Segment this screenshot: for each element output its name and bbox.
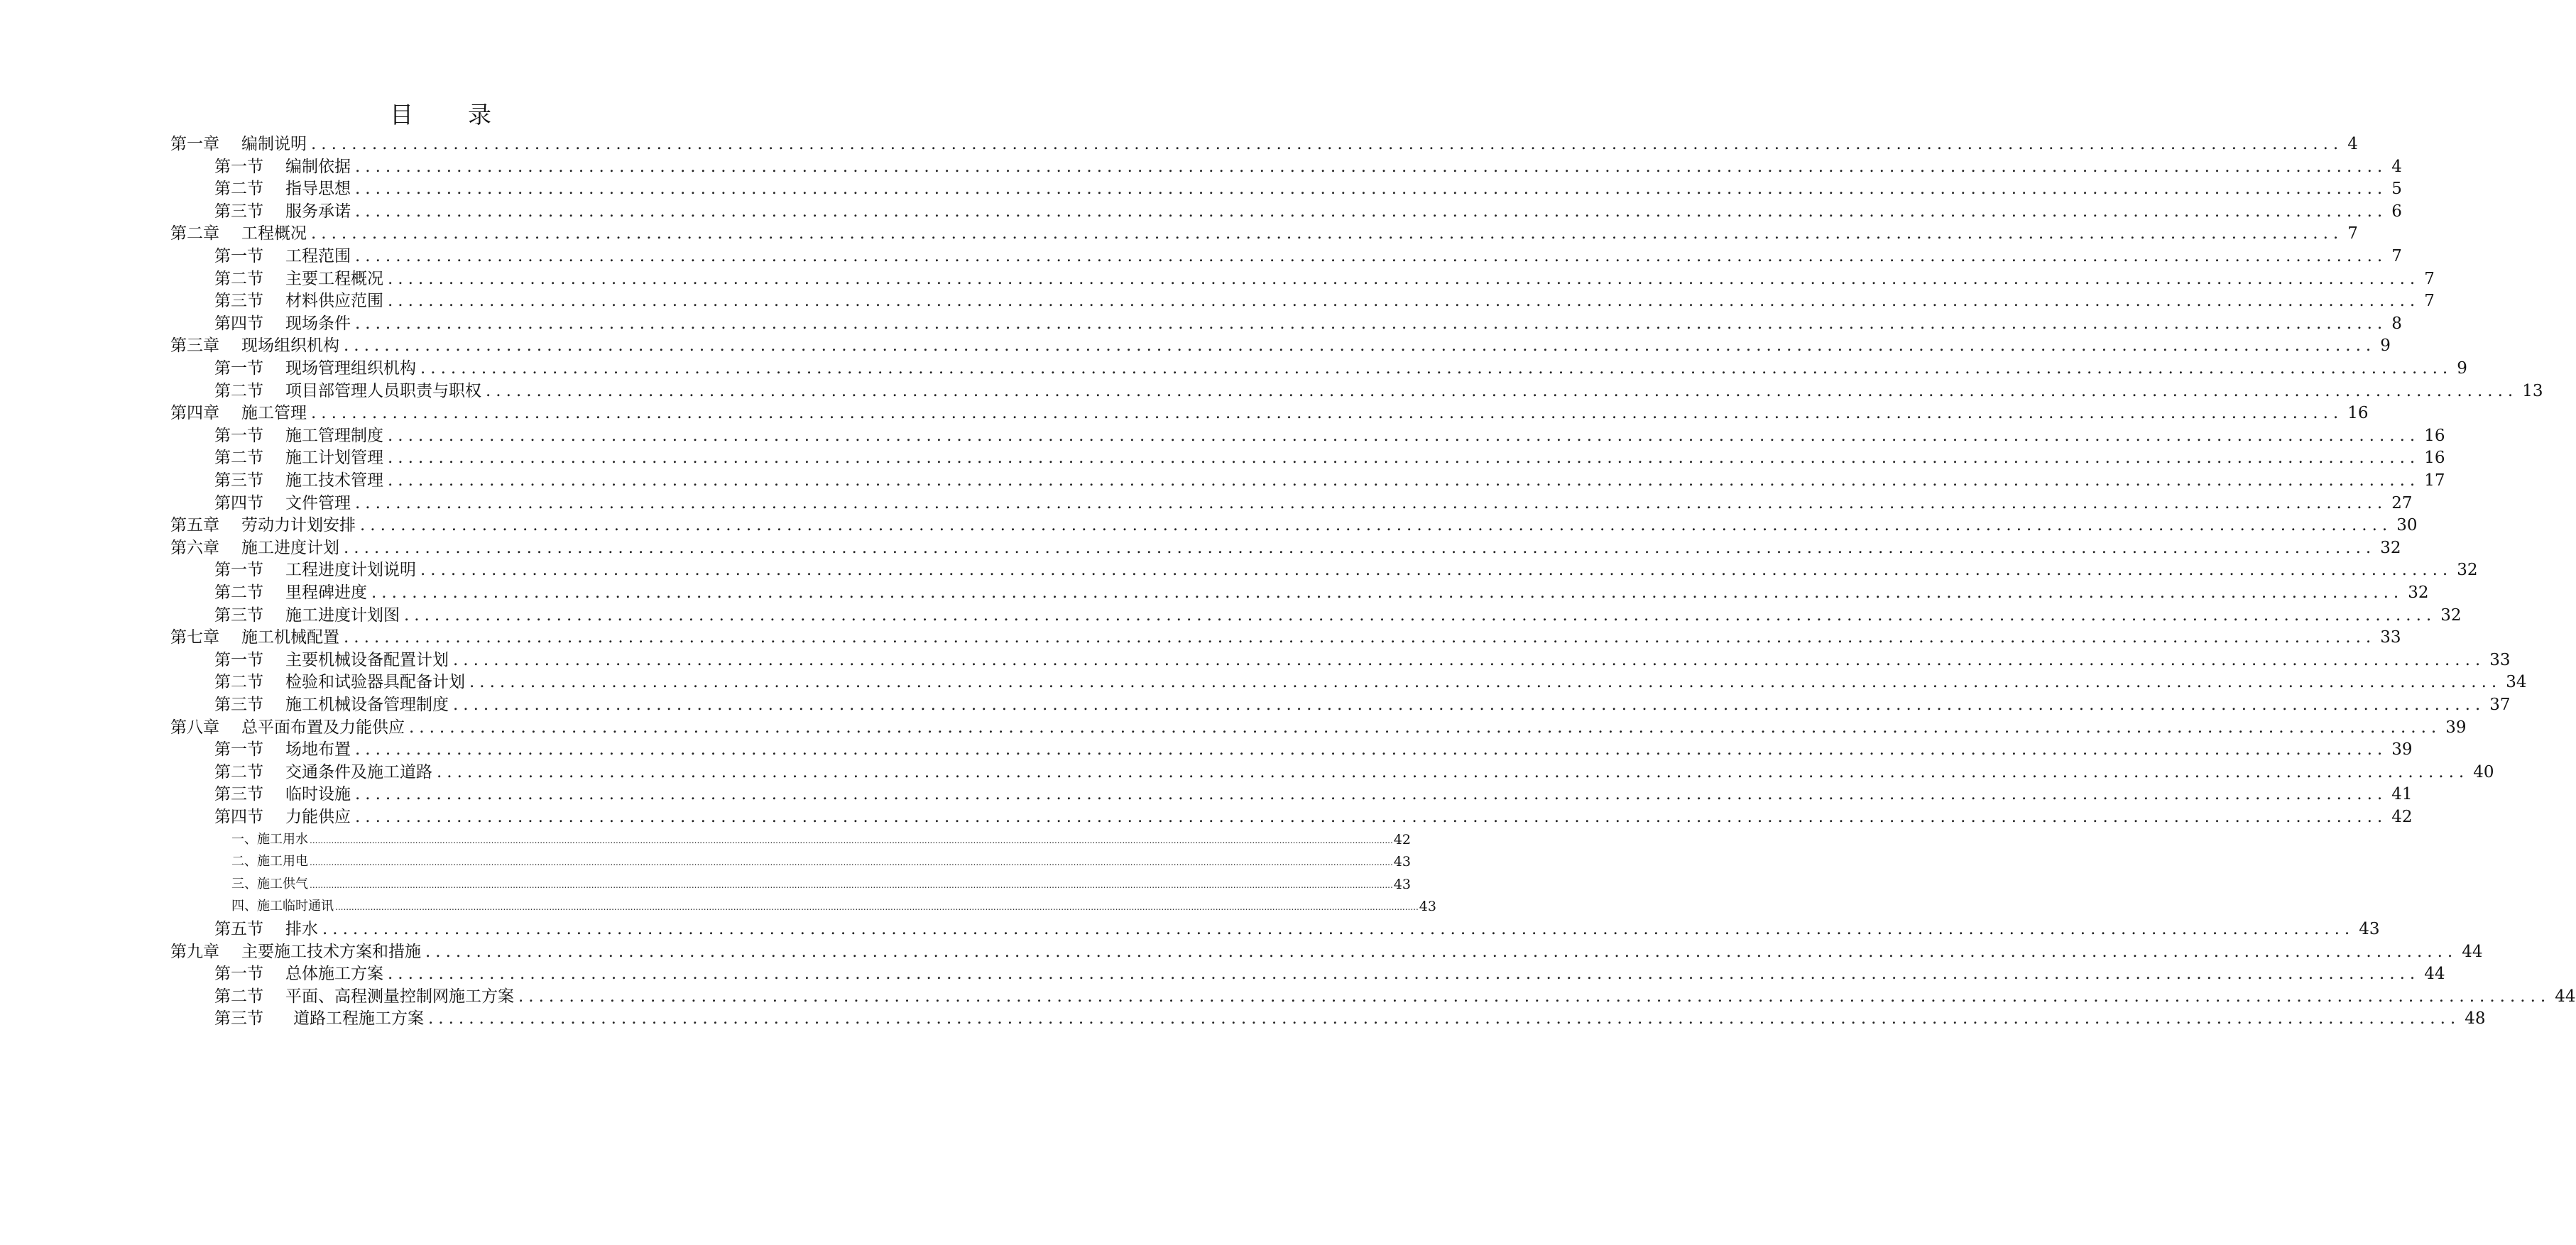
toc-page-number: 27 — [2391, 493, 2413, 512]
toc-leader-dots: ........................................................................................................................................................................................................ — [355, 180, 2388, 199]
toc-section-entry[interactable] — [214, 557, 2478, 580]
toc-subsection-entry[interactable] — [231, 894, 1436, 916]
toc-chapter-entry[interactable] — [170, 221, 2358, 243]
toc-leader-dots: ........................................................................................................................................................................................................ — [518, 987, 2551, 1006]
toc-section-entry[interactable] — [214, 154, 2402, 177]
toc-entry-heading — [170, 718, 405, 737]
toc-page-number: 9 — [2457, 359, 2467, 378]
toc-page-number: 16 — [2347, 404, 2369, 423]
toc-leader-dots: ........................................................................................................................................................................................................ — [355, 740, 2388, 759]
toc-section-entry[interactable] — [214, 266, 2435, 289]
toc-section-entry[interactable] — [214, 916, 2380, 939]
toc-entry-number: 第二节 — [214, 762, 263, 781]
toc-leader-dots: ........................................................................................................................................................................................................ — [344, 538, 2376, 557]
toc-section-entry[interactable] — [214, 445, 2445, 468]
toc-entry-title: 指导思想 — [285, 180, 351, 199]
toc-entry-title: 工程范围 — [285, 247, 351, 265]
toc-page-number: 7 — [2391, 247, 2402, 265]
toc-page-number: 7 — [2424, 292, 2435, 311]
toc-entry-heading — [214, 179, 351, 199]
toc-leader-dots: ........................................................................................................................................................................................................ — [355, 785, 2388, 804]
toc-page-number: 7 — [2347, 224, 2358, 243]
toc-page-number: 43 — [1393, 876, 1411, 892]
toc-entry-heading — [214, 583, 367, 603]
toc-section-entry[interactable] — [214, 692, 2511, 715]
toc-entry-title: 道路工程施工方案 — [293, 1009, 424, 1029]
toc-entry-number: 第四节 — [214, 493, 263, 512]
toc-subsection-entry[interactable] — [231, 827, 1411, 850]
toc-entry-heading — [170, 134, 307, 154]
toc-section-entry[interactable] — [214, 580, 2429, 603]
toc-leader-dots: ........................................................................................................................................................................................................ — [371, 583, 2404, 602]
toc-chapter-entry[interactable] — [170, 625, 2401, 647]
toc-page-number: 32 — [2457, 561, 2478, 580]
toc-chapter-entry[interactable] — [170, 535, 2401, 558]
toc-page-number: 30 — [2396, 516, 2418, 535]
toc-page-number: 4 — [2391, 157, 2402, 176]
toc-entry-heading — [214, 650, 449, 670]
toc-entry-title: 施工机械设备管理制度 — [285, 696, 449, 714]
toc-entry-title: 施工进度计划图 — [285, 605, 400, 625]
toc-entry-title: 总平面布置及力能供应 — [241, 718, 405, 737]
toc-page-number: 32 — [2380, 538, 2401, 557]
toc-chapter-entry[interactable] — [170, 400, 2369, 423]
toc-entry-number: 第二节 — [214, 583, 263, 602]
toc-entry-number: 第三节 — [214, 292, 263, 311]
toc-entry-number: 第二节 — [214, 673, 263, 692]
toc-entry-title: 编制依据 — [285, 157, 351, 176]
toc-leader-dots: ........................................................................................................................................................................................................ — [344, 336, 2376, 356]
toc-entry-number: 第五章 — [170, 516, 219, 535]
toc-entry-heading — [214, 269, 383, 289]
toc-entry-heading — [214, 919, 318, 939]
toc-leader-dots: ........................................................................................................................................................................................................ — [420, 561, 2453, 580]
toc-entry-title: 工程概况 — [241, 224, 307, 243]
toc-entry-number: 第二节 — [214, 180, 263, 199]
toc-page-number: 5 — [2391, 180, 2402, 199]
toc-leader-dots: ................................................................................................................................................................................................................................................................................................................................................................................................................ — [335, 902, 1419, 913]
toc-entry-heading — [214, 246, 351, 266]
toc-entry-number: 第二节 — [214, 269, 263, 288]
toc-leader-dots: ........................................................................................................................................................................................................ — [360, 516, 2393, 535]
toc-section-entry[interactable] — [214, 603, 2462, 625]
toc-entry-number: 第一节 — [214, 650, 263, 669]
toc-leader-dots: ........................................................................................................................................................................................................ — [469, 673, 2502, 692]
toc-entry-heading — [214, 426, 383, 446]
toc-leader-dots: ........................................................................................................................................................................................................ — [404, 605, 2437, 625]
toc-entry-title: 现场条件 — [285, 314, 351, 333]
toc-page-number: 17 — [2424, 471, 2445, 490]
toc-entry-heading — [214, 784, 351, 804]
toc-page-number: 43 — [1393, 854, 1411, 870]
toc-entry-title: 施工管理 — [241, 404, 307, 423]
toc-entry-number: 第九章 — [170, 942, 219, 961]
toc-entry-title: 主要施工技术方案和措施 — [241, 942, 421, 961]
toc-leader-dots: ........................................................................................................................................................................................................ — [388, 269, 2421, 288]
toc-section-entry[interactable] — [214, 199, 2402, 221]
toc-leader-dots: ........................................................................................................................................................................................................ — [355, 157, 2388, 176]
toc-entry-heading — [214, 672, 465, 692]
toc-entry-number: 第三节 — [214, 605, 263, 625]
toc-page-number: 40 — [2473, 762, 2494, 781]
toc-entry-title: 场地布置 — [285, 740, 351, 759]
toc-entry-heading — [214, 1009, 424, 1029]
toc-page-number: 34 — [2506, 673, 2527, 692]
toc-leader-dots: ........................................................................................................................................................................................................ — [388, 965, 2421, 984]
toc-entry-title: 施工管理制度 — [285, 426, 383, 445]
toc-entry-number: 第一节 — [214, 561, 263, 580]
toc-entry-number: 第一节 — [214, 426, 263, 445]
toc-chapter-entry[interactable] — [170, 715, 2467, 737]
toc-entry-title: 施工计划管理 — [285, 449, 383, 468]
toc-leader-dots: ........................................................................................................................................................................................................ — [425, 942, 2458, 961]
toc-entry-heading — [170, 627, 339, 647]
toc-entry-title: 力能供应 — [285, 808, 351, 826]
toc-entry-number: 第三节 — [214, 202, 263, 221]
toc-leader-dots: ........................................................................................................................................................................................................ — [409, 718, 2442, 737]
toc-entry-number: 第四章 — [170, 404, 219, 423]
toc-section-entry[interactable] — [214, 243, 2402, 266]
toc-entry-heading — [214, 762, 432, 782]
toc-entry-number: 第二节 — [214, 449, 263, 468]
toc-entry-title: 临时设施 — [285, 785, 351, 804]
toc-leader-dots: ........................................................................................................................................................................................................ — [388, 426, 2421, 445]
toc-page-number: 37 — [2489, 696, 2511, 714]
toc-leader-dots: ........................................................................................................................................................................................................ — [437, 762, 2469, 781]
toc-leader-dots: ........................................................................................................................................................................................................ — [322, 920, 2355, 938]
toc-page-number: 42 — [1393, 831, 1411, 848]
toc-leader-dots: ........................................................................................................................................................................................................ — [388, 292, 2421, 311]
toc-entry-number: 第一章 — [170, 135, 219, 153]
toc-entry-title: 材料供应范围 — [285, 292, 383, 311]
toc-page-number: 48 — [2465, 1009, 2486, 1029]
toc-entry-heading — [231, 852, 308, 872]
toc-chapter-entry[interactable] — [170, 333, 2391, 356]
toc-section-entry[interactable] — [214, 759, 2494, 782]
toc-entry-title: 主要机械设备配置计划 — [285, 650, 449, 669]
toc-subsection-entry[interactable] — [231, 849, 1411, 872]
toc-entry-title: 服务承诺 — [285, 202, 351, 221]
toc-entry-number: 第二节 — [214, 987, 263, 1006]
toc-leader-dots: ................................................................................................................................................................................................................................................................................................................................................................................................................ — [310, 879, 1393, 890]
toc-entry-heading — [214, 740, 351, 759]
toc-entry-title: 项目部管理人员职责与职权 — [285, 381, 481, 400]
toc-section-entry[interactable] — [214, 176, 2402, 199]
toc-entry-number: 第一节 — [214, 157, 263, 176]
toc-leader-dots: ........................................................................................................................................................................................................ — [355, 493, 2388, 512]
toc-entry-heading — [214, 695, 449, 715]
toc-leader-dots: ........................................................................................................................................................................................................ — [344, 628, 2376, 647]
toc-page-number: 33 — [2380, 628, 2401, 647]
toc-title: 目 录 — [390, 101, 507, 128]
toc-page-number: 16 — [2424, 426, 2445, 445]
toc-entry-heading — [214, 314, 351, 334]
toc-entry-title: 三、施工供气 — [231, 876, 308, 892]
toc-page-number: 42 — [2391, 808, 2413, 826]
toc-chapter-entry[interactable] — [170, 131, 2358, 154]
toc-entry-heading — [214, 157, 351, 177]
toc-entry-heading — [214, 291, 383, 311]
toc-entry-heading — [214, 493, 351, 513]
toc-leader-dots: ........................................................................................................................................................................................................ — [355, 808, 2388, 826]
toc-entry-title: 检验和试验器具配备计划 — [285, 673, 465, 692]
toc-entry-title: 平面、高程测量控制网施工方案 — [285, 987, 514, 1006]
toc-entry-title: 施工机械配置 — [241, 628, 339, 647]
toc-section-entry[interactable] — [214, 1006, 2486, 1029]
toc-section-entry[interactable] — [214, 647, 2511, 670]
toc-entry-title: 现场组织机构 — [241, 336, 339, 356]
toc-page-number: 41 — [2391, 785, 2413, 804]
toc-entry-number: 第四节 — [214, 808, 263, 826]
toc-leader-dots: ........................................................................................................................................................................................................ — [453, 696, 2486, 714]
toc-page-number: 32 — [2408, 583, 2429, 602]
toc-entry-heading — [231, 874, 308, 894]
toc-entry-heading — [231, 830, 308, 850]
toc-entry-number: 第四节 — [214, 314, 263, 333]
toc-section-entry[interactable] — [214, 961, 2445, 984]
toc-entry-title: 一、施工用水 — [231, 831, 308, 847]
toc-leader-dots: ........................................................................................................................................................................................................ — [311, 224, 2344, 243]
toc-entry-heading — [170, 336, 339, 356]
toc-entry-heading — [214, 807, 351, 827]
toc-leader-dots: ........................................................................................................................................................................................................ — [420, 359, 2453, 378]
toc-page-number: 39 — [2445, 718, 2467, 737]
toc-leader-dots: ........................................................................................................................................................................................................ — [388, 449, 2421, 468]
toc-entry-number: 第三章 — [170, 336, 219, 356]
toc-entry-title: 排水 — [285, 920, 318, 938]
toc-entry-number: 第六章 — [170, 538, 219, 557]
toc-page-number: 16 — [2424, 449, 2445, 468]
toc-entry-number: 第八章 — [170, 718, 219, 737]
toc-entry-heading — [214, 358, 416, 378]
toc-entry-number: 第二节 — [214, 381, 263, 400]
toc-entry-title: 施工进度计划 — [241, 538, 339, 557]
toc-page-number: 39 — [2391, 740, 2413, 759]
toc-entry-title: 编制说明 — [241, 135, 307, 153]
toc-section-entry[interactable] — [214, 781, 2413, 804]
toc-subsection-entry[interactable] — [231, 872, 1411, 894]
toc-page-number: 6 — [2391, 202, 2402, 221]
toc-entry-number: 第二章 — [170, 224, 219, 243]
toc-entry-heading — [214, 560, 416, 580]
toc-page-number: 8 — [2391, 314, 2402, 333]
toc-entry-number: 第一节 — [214, 359, 263, 378]
toc-page-number: 43 — [2359, 920, 2380, 938]
toc-page-number: 44 — [2462, 942, 2483, 961]
toc-entry-number: 第三节 — [214, 696, 263, 714]
toc-leader-dots: ........................................................................................................................................................................................................ — [355, 202, 2388, 221]
toc-entry-heading — [214, 987, 514, 1007]
toc-entry-number: 第三节 — [214, 471, 263, 490]
toc-page-number: 9 — [2380, 336, 2391, 356]
toc-leader-dots: ........................................................................................................................................................................................................ — [355, 314, 2388, 333]
toc-entry-title: 劳动力计划安排 — [241, 516, 356, 535]
toc-entry-title: 施工技术管理 — [285, 471, 383, 490]
toc-entry-title: 工程进度计划说明 — [285, 561, 416, 580]
toc-entry-heading — [170, 224, 307, 243]
toc-entry-heading — [214, 964, 383, 984]
toc-page-number: 32 — [2440, 605, 2462, 625]
toc-entry-number: 第一节 — [214, 247, 263, 265]
toc-entry-heading — [170, 942, 421, 962]
toc-section-entry[interactable] — [214, 311, 2402, 334]
toc-leader-dots: ........................................................................................................................................................................................................ — [355, 247, 2388, 265]
toc-section-entry[interactable] — [214, 423, 2445, 446]
toc-leader-dots: ................................................................................................................................................................................................................................................................................................................................................................................................................ — [310, 835, 1393, 845]
toc-entry-heading — [214, 471, 383, 490]
toc-entry-title: 现场管理组织机构 — [285, 359, 416, 378]
toc-entry-title: 主要工程概况 — [285, 269, 383, 288]
toc-entry-title: 四、施工临时通讯 — [231, 899, 334, 914]
toc-entry-title: 文件管理 — [285, 493, 351, 512]
toc-entry-heading — [214, 448, 383, 468]
toc-entry-number: 第五节 — [214, 920, 263, 938]
toc-entry-number: 第一节 — [214, 740, 263, 759]
toc-entry-title: 交通条件及施工道路 — [285, 762, 432, 781]
toc-chapter-entry[interactable] — [170, 512, 2418, 535]
toc-section-entry[interactable] — [214, 378, 2543, 401]
toc-leader-dots: ................................................................................................................................................................................................................................................................................................................................................................................................................ — [310, 857, 1393, 868]
toc-entry-number: 第三节 — [214, 785, 263, 804]
toc-entry-number: 第七章 — [170, 628, 219, 647]
toc-leader-dots: ........................................................................................................................................................................................................ — [453, 650, 2486, 669]
toc-section-entry[interactable] — [214, 669, 2527, 692]
toc-section-entry[interactable] — [214, 804, 2413, 827]
toc-page-number: 44 — [2555, 987, 2576, 1006]
toc-leader-dots: ........................................................................................................................................................................................................ — [388, 471, 2421, 490]
toc-entry-title: 里程碑进度 — [285, 583, 367, 602]
toc-section-entry[interactable] — [214, 468, 2445, 490]
toc-entry-title: 总体施工方案 — [285, 965, 383, 984]
toc-leader-dots: ........................................................................................................................................................................................................ — [311, 404, 2344, 423]
toc-entry-heading — [170, 515, 356, 535]
toc-leader-dots: ........................................................................................................................................................................................................ — [311, 135, 2344, 153]
toc-section-entry[interactable] — [214, 984, 2576, 1007]
toc-page-number: 13 — [2522, 381, 2543, 400]
toc-entry-heading — [214, 605, 400, 625]
toc-section-entry[interactable] — [214, 356, 2467, 378]
toc-page-number: 4 — [2347, 135, 2358, 153]
toc-section-entry[interactable] — [214, 288, 2435, 311]
toc-entry-number: 第三节 — [214, 1009, 263, 1029]
toc-page-number: 33 — [2489, 650, 2511, 669]
toc-leader-dots: ........................................................................................................................................................................................................ — [428, 1009, 2461, 1029]
toc-page-number: 44 — [2424, 965, 2445, 984]
toc-section-entry[interactable] — [214, 490, 2413, 513]
toc-chapter-entry[interactable] — [170, 939, 2483, 962]
toc-page-number: 43 — [1419, 899, 1436, 915]
toc-entry-heading — [170, 403, 307, 423]
toc-entry-number: 第一节 — [214, 965, 263, 984]
toc-entry-title: 二、施工用电 — [231, 854, 308, 870]
toc-entry-heading — [214, 202, 351, 221]
toc-section-entry[interactable] — [214, 737, 2413, 759]
toc-entry-heading — [214, 381, 481, 401]
toc-entry-heading — [231, 896, 334, 916]
toc-leader-dots: ........................................................................................................................................................................................................ — [486, 381, 2518, 400]
toc-page-number: 7 — [2424, 269, 2435, 288]
toc-entry-heading — [170, 538, 339, 558]
